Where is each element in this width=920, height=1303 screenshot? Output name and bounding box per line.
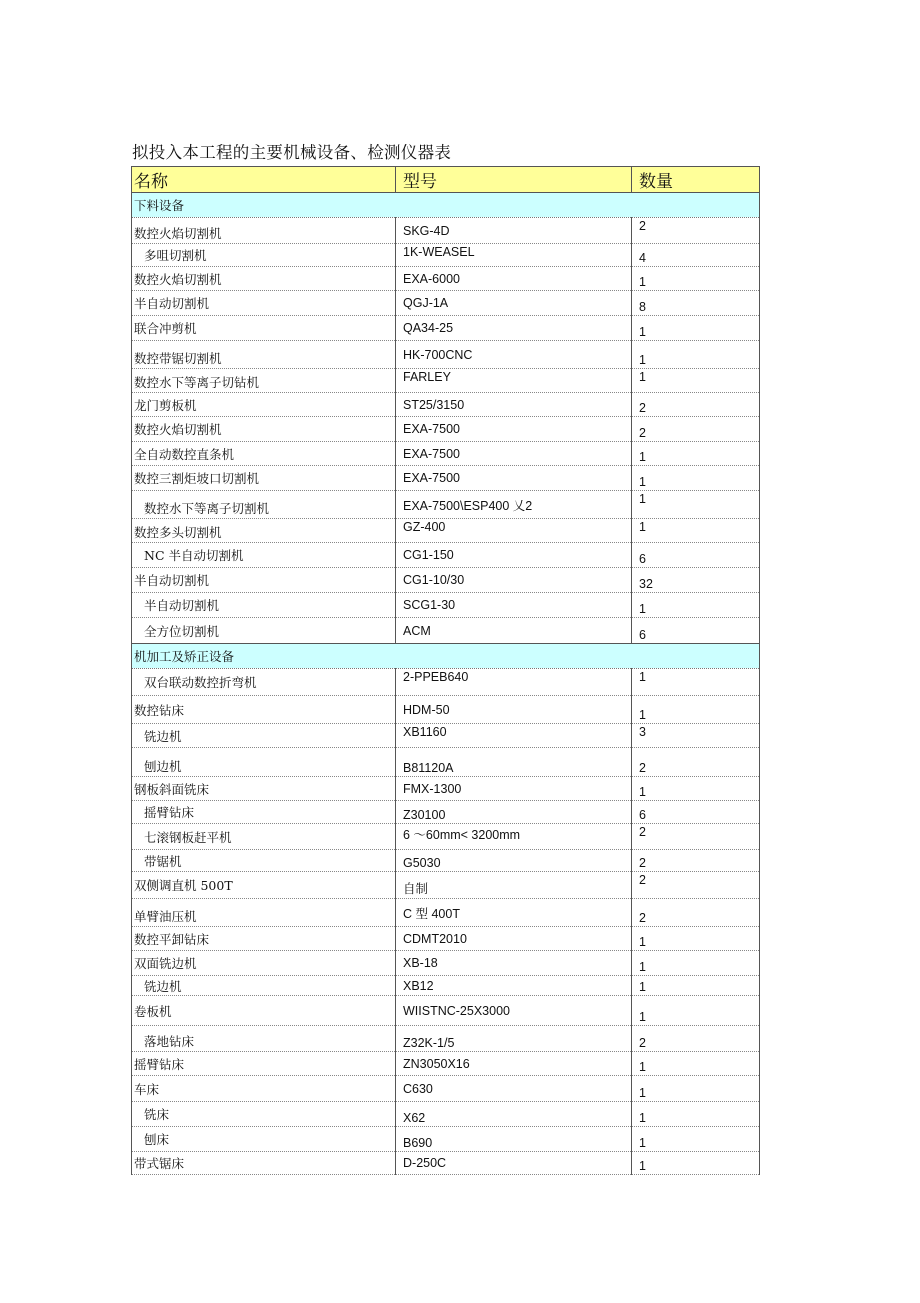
equipment-qty: 1: [632, 696, 760, 724]
equipment-qty: 1: [632, 1127, 760, 1152]
equipment-qty: 1: [632, 996, 760, 1026]
equipment-name: 摇臂钻床: [132, 801, 396, 824]
equipment-name: 数控平卸钻床: [132, 927, 396, 951]
equipment-model: XB-18: [396, 951, 632, 976]
equipment-qty: 2: [632, 824, 760, 850]
equipment-model: X62: [396, 1102, 632, 1127]
equipment-qty: 4: [632, 244, 760, 267]
table-row: [132, 466, 760, 491]
table-row: [132, 976, 760, 996]
equipment-model: XB12: [396, 976, 632, 996]
table-row: [132, 442, 760, 466]
equipment-model: D-250C: [396, 1152, 632, 1175]
equipment-qty: 2: [632, 748, 760, 777]
equipment-name: 钢板斜面铣床: [132, 777, 396, 801]
equipment-model: GZ-400: [396, 519, 632, 543]
table-row: [132, 519, 760, 543]
equipment-qty: 1: [632, 777, 760, 801]
equipment-name: 铣边机: [132, 976, 396, 996]
equipment-name: 七滚钢板赶平机: [132, 824, 396, 850]
equipment-name: 数控火焰切割机: [132, 267, 396, 291]
equipment-qty: 32: [632, 568, 760, 593]
table-row: [132, 1076, 760, 1102]
table-row: [132, 593, 760, 618]
equipment-model: QGJ-1A: [396, 291, 632, 316]
equipment-qty: 2: [632, 872, 760, 899]
equipment-name: 龙门剪板机: [132, 393, 396, 417]
equipment-name: 带锯机: [132, 850, 396, 872]
table-row: [132, 244, 760, 267]
equipment-model: C 型 400T: [396, 899, 632, 927]
equipment-qty: 1: [632, 341, 760, 369]
equipment-qty: 1: [632, 1076, 760, 1102]
equipment-name: 双台联动数控折弯机: [132, 669, 396, 696]
table-row: [132, 369, 760, 393]
header-model: 型号: [396, 167, 632, 193]
equipment-qty: 6: [632, 618, 760, 644]
equipment-name: NC 半自动切割机: [132, 543, 396, 568]
equipment-name: 多咀切割机: [132, 244, 396, 267]
equipment-qty: 1: [632, 267, 760, 291]
equipment-name: 刨床: [132, 1127, 396, 1152]
equipment-name: 数控水下等离子切钻机: [132, 369, 396, 393]
equipment-model: EXA-7500: [396, 442, 632, 466]
equipment-name: 全自动数控直条机: [132, 442, 396, 466]
table-row: [132, 341, 760, 369]
equipment-model: 1K-WEASEL: [396, 244, 632, 267]
table-row: [132, 393, 760, 417]
table-row: [132, 316, 760, 341]
equipment-name: 车床: [132, 1076, 396, 1102]
table-row: [132, 748, 760, 777]
equipment-qty: 1: [632, 466, 760, 491]
equipment-name: 半自动切割机: [132, 291, 396, 316]
equipment-model: C630: [396, 1076, 632, 1102]
table-row: [132, 777, 760, 801]
table-header-row: [132, 167, 760, 193]
table-row: [132, 543, 760, 568]
equipment-model: FMX-1300: [396, 777, 632, 801]
table-row: [132, 491, 760, 519]
equipment-name: 卷板机: [132, 996, 396, 1026]
equipment-qty: 1: [632, 1152, 760, 1175]
equipment-qty: 1: [632, 519, 760, 543]
section-label: 机加工及矫正设备: [132, 644, 760, 669]
equipment-qty: 1: [632, 951, 760, 976]
table-row: [132, 1026, 760, 1052]
equipment-table: [131, 166, 760, 1175]
equipment-qty: 1: [632, 1052, 760, 1076]
equipment-name: 数控钻床: [132, 696, 396, 724]
equipment-name: 铣床: [132, 1102, 396, 1127]
equipment-name: 全方位切割机: [132, 618, 396, 644]
equipment-name: 联合冲剪机: [132, 316, 396, 341]
equipment-name: 数控带锯切割机: [132, 341, 396, 369]
equipment-model: ST25/3150: [396, 393, 632, 417]
equipment-name: 落地钻床: [132, 1026, 396, 1052]
table-row: [132, 1102, 760, 1127]
equipment-qty: 2: [632, 218, 760, 244]
equipment-name: 数控水下等离子切割机: [132, 491, 396, 519]
equipment-qty: 2: [632, 417, 760, 442]
table-row: [132, 218, 760, 244]
equipment-name: 双面铣边机: [132, 951, 396, 976]
equipment-model: FARLEY: [396, 369, 632, 393]
equipment-qty: 1: [632, 976, 760, 996]
equipment-model: SCG1-30: [396, 593, 632, 618]
equipment-qty: 1: [632, 491, 760, 519]
equipment-name: 数控火焰切割机: [132, 417, 396, 442]
section-row: [132, 193, 760, 218]
equipment-model: CDMT2010: [396, 927, 632, 951]
equipment-qty: 8: [632, 291, 760, 316]
equipment-model: G5030: [396, 850, 632, 872]
equipment-name: 摇臂钻床: [132, 1052, 396, 1076]
table-row: [132, 951, 760, 976]
equipment-model: Z30100: [396, 801, 632, 824]
equipment-model: XB1160: [396, 724, 632, 748]
equipment-name: 刨边机: [132, 748, 396, 777]
section-label: 下料设备: [132, 193, 760, 218]
equipment-qty: 1: [632, 316, 760, 341]
equipment-model: ZN3050X16: [396, 1052, 632, 1076]
equipment-model: 2-PPEB640: [396, 669, 632, 696]
equipment-model: EXA-7500: [396, 417, 632, 442]
equipment-name: 数控三割炬坡口切割机: [132, 466, 396, 491]
equipment-qty: 1: [632, 1102, 760, 1127]
table-row: [132, 417, 760, 442]
equipment-name: 带式锯床: [132, 1152, 396, 1175]
equipment-qty: 1: [632, 593, 760, 618]
equipment-model: B81120A: [396, 748, 632, 777]
equipment-model: CG1-10/30: [396, 568, 632, 593]
equipment-name: 半自动切割机: [132, 568, 396, 593]
header-qty: 数量: [632, 167, 760, 193]
equipment-model: CG1-150: [396, 543, 632, 568]
equipment-model: B690: [396, 1127, 632, 1152]
table-row: [132, 1052, 760, 1076]
equipment-name: 数控火焰切割机: [132, 218, 396, 244]
equipment-model: SKG-4D: [396, 218, 632, 244]
equipment-model: Z32K-1/5: [396, 1026, 632, 1052]
table-row: [132, 927, 760, 951]
equipment-model: ACM: [396, 618, 632, 644]
table-row: [132, 996, 760, 1026]
table-row: [132, 267, 760, 291]
table-row: [132, 568, 760, 593]
equipment-qty: 3: [632, 724, 760, 748]
table-row: [132, 824, 760, 850]
table-row: [132, 291, 760, 316]
equipment-model: HDM-50: [396, 696, 632, 724]
equipment-model: WIISTNC-25X3000: [396, 996, 632, 1026]
document-title: 拟投入本工程的主要机械设备、检测仪器表: [132, 143, 452, 162]
equipment-qty: 6: [632, 543, 760, 568]
equipment-name: 双侧调直机 500T: [132, 872, 396, 899]
equipment-qty: 2: [632, 1026, 760, 1052]
equipment-name: 铣边机: [132, 724, 396, 748]
equipment-qty: 2: [632, 899, 760, 927]
table-row: [132, 618, 760, 644]
equipment-name: 单臂油压机: [132, 899, 396, 927]
equipment-qty: 1: [632, 927, 760, 951]
equipment-qty: 1: [632, 369, 760, 393]
table-row: [132, 850, 760, 872]
table-row: [132, 1152, 760, 1175]
table-row: [132, 696, 760, 724]
table-row: [132, 669, 760, 696]
equipment-model: EXA-7500\ESP400 乂2: [396, 491, 632, 519]
equipment-model: QA34-25: [396, 316, 632, 341]
equipment-model: HK-700CNC: [396, 341, 632, 369]
table-row: [132, 1127, 760, 1152]
equipment-qty: 6: [632, 801, 760, 824]
section-row: [132, 644, 760, 669]
equipment-qty: 2: [632, 850, 760, 872]
table-row: [132, 872, 760, 899]
equipment-model: EXA-6000: [396, 267, 632, 291]
equipment-name: 半自动切割机: [132, 593, 396, 618]
equipment-qty: 1: [632, 442, 760, 466]
table-row: [132, 899, 760, 927]
table-row: [132, 724, 760, 748]
equipment-qty: 2: [632, 393, 760, 417]
header-name: 名称: [132, 167, 396, 193]
equipment-qty: 1: [632, 669, 760, 696]
equipment-model: EXA-7500: [396, 466, 632, 491]
equipment-name: 数控多头切割机: [132, 519, 396, 543]
equipment-model: 6 ～60mm< 3200mm: [396, 824, 632, 850]
table-row: [132, 801, 760, 824]
equipment-model: 自制: [396, 872, 632, 899]
